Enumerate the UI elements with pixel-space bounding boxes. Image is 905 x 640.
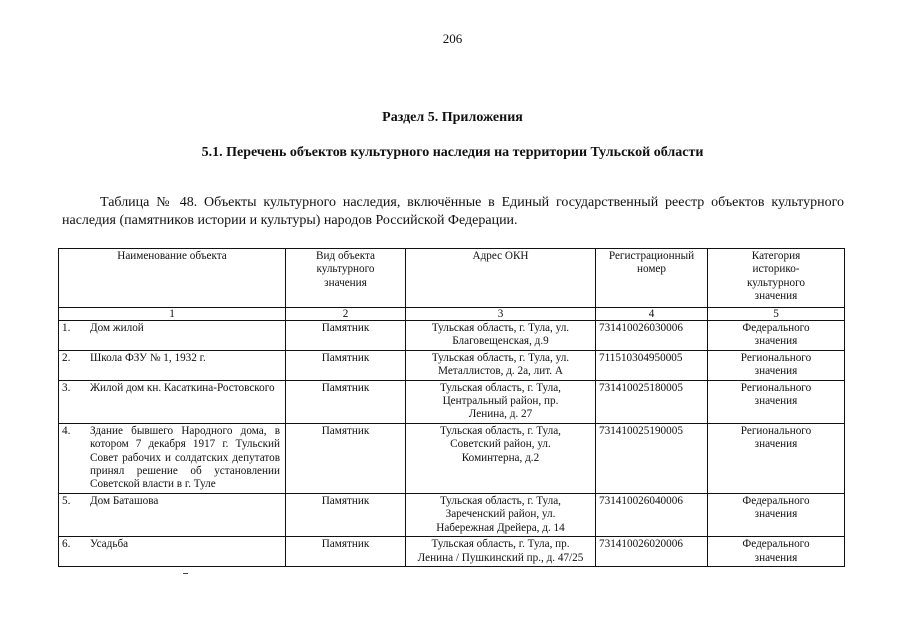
object-name: Школа ФЗУ № 1, 1932 г. — [90, 351, 206, 364]
object-name: Жилой дом кн. Касаткина-Ростовского — [90, 381, 275, 394]
object-category: Федерального значения — [708, 493, 845, 536]
header-address: Адрес ОКН — [406, 249, 596, 308]
object-category: Федерального значения — [708, 537, 845, 567]
object-category: Регионального значения — [708, 350, 845, 380]
table-caption: Таблица № 48. Объекты культурного наследия, включённые в Единый государственный реестр объектов культурного наследия (памятников истории и культуры) народов Российской Федерации. — [62, 195, 844, 228]
row-number: 6. — [62, 538, 71, 551]
object-address: Тульская область, г. Тула, Советский район, ул. Коминтерна, д.2 — [406, 423, 596, 493]
object-address: Тульская область, г. Тула, Центральный район, пр. Ленина, д. 27 — [406, 380, 596, 423]
object-kind: Памятник — [286, 423, 406, 493]
row-number: 1. — [62, 322, 71, 334]
row-number: 5. — [62, 494, 71, 507]
header-row — [59, 249, 845, 308]
page-number: 206 — [442, 31, 463, 46]
subsection-title: 5.1. Перечень объектов культурного наследия на территории Тульской области — [201, 145, 704, 160]
object-address: Тульская область, г. Тула, пр. Ленина / Пушкинский пр., д. 47/25 — [406, 537, 596, 567]
object-name: Усадьба — [90, 538, 129, 551]
object-kind: Памятник — [286, 380, 406, 423]
object-category: Регионального значения — [708, 423, 845, 493]
row-number: 3. — [62, 381, 71, 394]
table-row — [59, 321, 845, 351]
object-kind: Памятник — [286, 321, 406, 351]
table-row — [59, 423, 845, 493]
header-category: Категория историко-культурного значения — [708, 249, 845, 308]
scan-mark — [183, 573, 188, 574]
row-number: 2. — [62, 351, 71, 364]
registration-number: 731410025180005 — [596, 380, 708, 423]
object-category: Регионального значения — [708, 380, 845, 423]
table-row — [59, 493, 845, 536]
heritage-table — [58, 248, 845, 567]
object-name: Дом Баташова — [90, 494, 159, 507]
object-kind: Памятник — [286, 493, 406, 536]
column-number: 3 — [406, 308, 596, 321]
header-name: Наименование объекта — [59, 249, 286, 308]
column-number: 5 — [708, 308, 845, 321]
object-address: Тульская область, г. Тула, ул. Металлистов, д. 2а, лит. А — [406, 350, 596, 380]
row-number: 4. — [62, 424, 71, 437]
column-number: 1 — [59, 308, 286, 321]
registration-number: 731410026030006 — [596, 321, 708, 351]
column-number-row — [59, 308, 845, 321]
table-row — [59, 350, 845, 380]
registration-number: 731410026040006 — [596, 493, 708, 536]
object-kind: Памятник — [286, 537, 406, 567]
registration-number: 731410025190005 — [596, 423, 708, 493]
table-row — [59, 537, 845, 567]
registration-number: 711510304950005 — [596, 350, 708, 380]
object-address: Тульская область, г. Тула, ул. Благовещенская, д.9 — [406, 321, 596, 351]
object-address: Тульская область, г. Тула, Зареченский район, ул. Набережная Дрейера, д. 14 — [406, 493, 596, 536]
header-reg-number: Регистрационный номер — [596, 249, 708, 308]
object-name: Здание бывшего Народного дома, в котором 7 декабря 1917 г. Тульский Совет рабочих и солдатских депутатов принял решение об установлении Советской власти в г. Туле — [90, 424, 280, 491]
registration-number: 731410026020006 — [596, 537, 708, 567]
object-name: Дом жилой — [90, 322, 144, 334]
column-number: 2 — [286, 308, 406, 321]
table-row — [59, 380, 845, 423]
object-category: Федерального значения — [708, 321, 845, 351]
object-kind: Памятник — [286, 350, 406, 380]
header-kind: Вид объекта культурного значения — [286, 249, 406, 308]
column-number: 4 — [596, 308, 708, 321]
section-title: Раздел 5. Приложения — [382, 110, 523, 125]
